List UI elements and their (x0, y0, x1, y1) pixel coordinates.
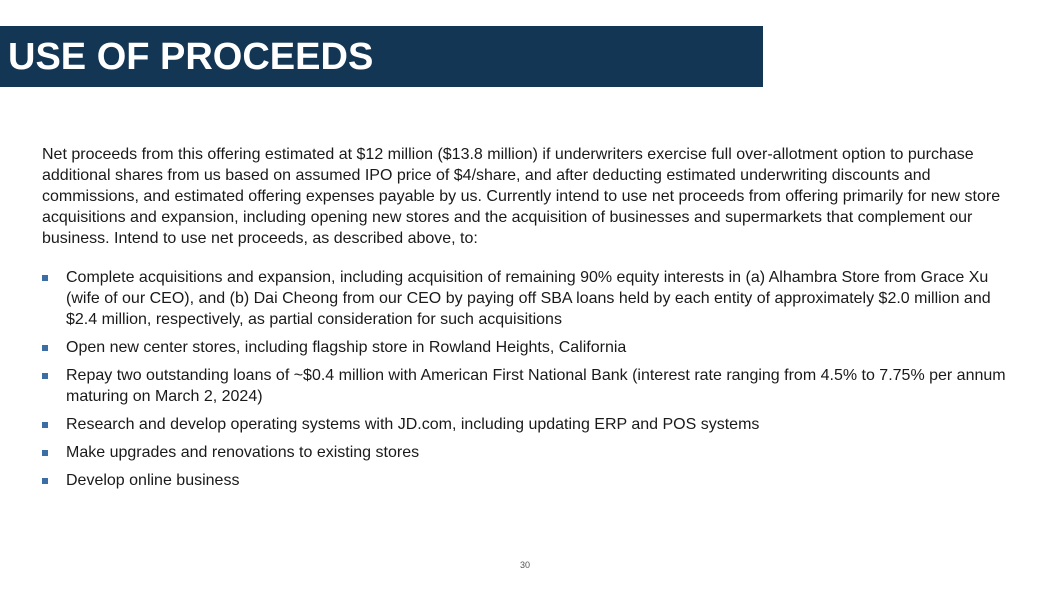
bullet-item-online (42, 470, 1012, 491)
intro-paragraph: Net proceeds from this offering estimated at $12 million ($13.8 million) if underwriters exercise full over-allotment option to purchase additional shares from us based on assumed IPO price of $4/share, and after deducting estimated underwriting discounts and commissions, and estimated offering expenses payable by us. Currently intend to use net proceeds from offering primarily for new store acquisitions and expansion, including opening new stores and the acquisition of businesses and supermarkets that complement our business. Intend to use net proceeds, as described above, to: (42, 146, 1001, 247)
square-bullet-icon (42, 275, 48, 281)
square-bullet-icon (42, 450, 48, 456)
bullet-text: Develop online business (66, 472, 240, 489)
bullet-item-upgrades (42, 442, 1012, 463)
page-number: 30 (519, 560, 530, 570)
square-bullet-icon (42, 373, 48, 379)
title-bar (0, 26, 763, 87)
bullet-item-research (42, 414, 1012, 435)
bullet-item-repay-loans (42, 365, 1012, 407)
bullet-text: Make upgrades and renovations to existing stores (66, 444, 420, 461)
slide-title: USE OF PROCEEDS (8, 36, 374, 78)
bullet-list (42, 267, 1012, 498)
square-bullet-icon (42, 422, 48, 428)
bullet-text: Repay two outstanding loans of ~$0.4 million with American First National Bank (interest rate ranging from 4.5% to 7.75% per annum maturing on March 2, 2024) (66, 367, 1006, 405)
bullet-text: Research and develop operating systems with JD.com, including updating ERP and POS systems (66, 416, 760, 433)
bullet-item-new-stores (42, 337, 1012, 358)
bullet-text: Complete acquisitions and expansion, including acquisition of remaining 90% equity interests in (a) Alhambra Store from Grace Xu (wife of our CEO), and (b) Dai Cheong from our CEO by paying off SBA loans held by each entity of approximately $2.0 million and $2.4 million, respectively, as partial consideration for such acquisitions (66, 269, 991, 328)
square-bullet-icon (42, 345, 48, 351)
bullet-item-acquisitions (42, 267, 1012, 330)
square-bullet-icon (42, 478, 48, 484)
bullet-text: Open new center stores, including flagship store in Rowland Heights, California (66, 339, 627, 356)
